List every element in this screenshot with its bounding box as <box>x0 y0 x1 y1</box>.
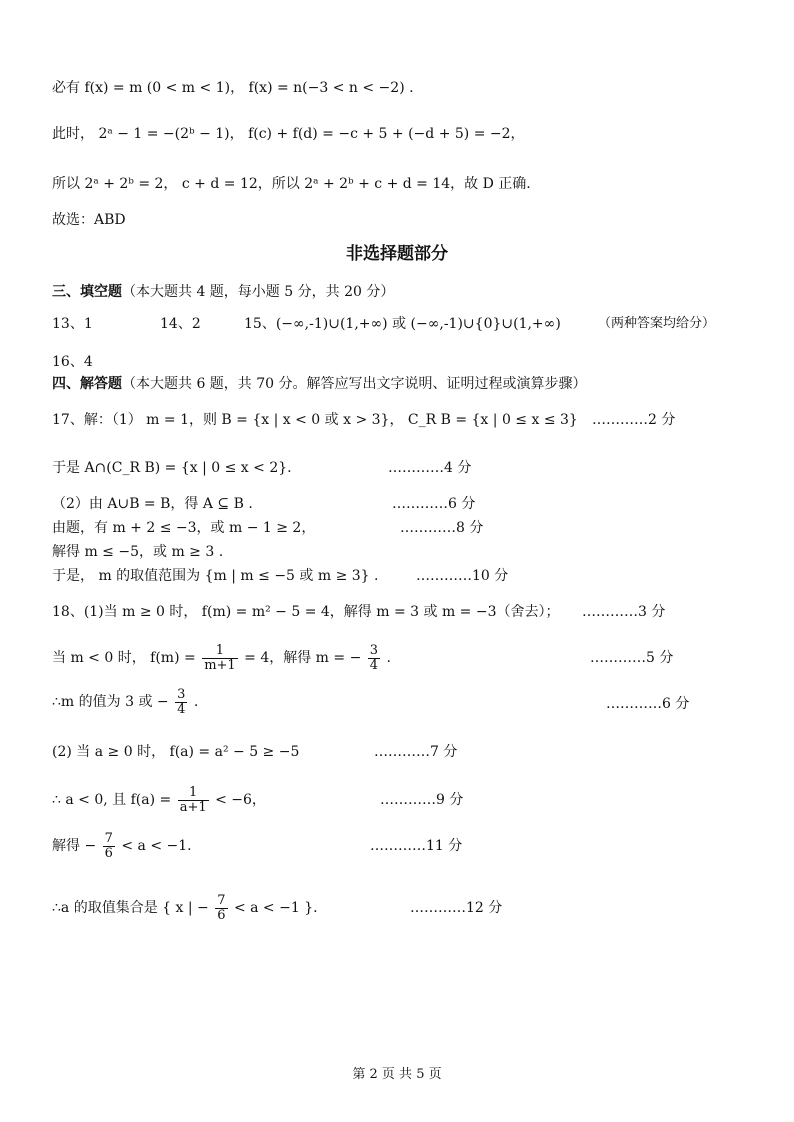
q18-line-2-text-b: = 4，解得 m = − <box>244 650 362 666</box>
q17-line-1: 17、解：（1） m = 1，则 B = {x | x < 0 或 x > 3}， C_R B = {x | 0 ≤ x ≤ 3} <box>52 412 578 428</box>
fraction-numerator: 3 <box>369 642 379 658</box>
text-line-2: 此时， 2ᵃ − 1 = −(2ᵇ − 1)， f(c) + f(d) = −c + 5 + (−d + 5) = −2， <box>52 126 525 142</box>
fraction-1-over-a-plus-1 <box>178 786 209 815</box>
q18-line-6-text-b: < a < −1. <box>121 838 192 854</box>
fraction-denominator: a+1 <box>179 799 207 815</box>
answer-13: 13、1 <box>52 316 93 332</box>
answer-15: 15、(−∞,-1)∪(1,+∞) 或 (−∞,-1)∪{0}∪(1,+∞) <box>244 316 561 332</box>
q17-line-2: 于是 A∩(C_R B) = {x | 0 ≤ x < 2}. <box>52 460 292 476</box>
fraction-7-over-6 <box>103 832 115 861</box>
q18-line-6 <box>52 830 192 862</box>
fraction-denominator: 4 <box>369 657 379 673</box>
q18-score-5: …………9 分 <box>380 792 464 808</box>
q17-line-6: 于是， m 的取值范围为 {m | m ≤ −5 或 m ≥ 3} . <box>52 568 379 584</box>
q18-score-3: …………6 分 <box>606 696 690 712</box>
fraction-numerator: 7 <box>217 892 226 908</box>
fraction-3-over-4 <box>175 688 187 717</box>
section-4-header <box>52 374 587 394</box>
fraction-numerator: 7 <box>104 830 113 846</box>
section-4-note: （本大题共 6 题，共 70 分。解答应写出文字说明、证明过程或演算步骤） <box>122 376 587 392</box>
q18-score-2: …………5 分 <box>590 650 674 666</box>
q18-line-7-text-a: ∴a 的取值集合是 { x | − <box>52 900 209 916</box>
section-3-header <box>52 282 394 302</box>
answer-16: 16、4 <box>52 354 93 370</box>
fraction-3-over-4 <box>368 644 380 673</box>
section-heading: 非选择题部分 <box>346 244 448 264</box>
q18-line-2-text-c: . <box>386 650 391 666</box>
q17-line-5: 解得 m ≤ −5，或 m ≥ 3 . <box>52 544 224 560</box>
section-3-title: 三、填空题 <box>52 284 122 300</box>
fraction-denominator: 6 <box>217 907 226 923</box>
q18-score-4: …………7 分 <box>374 744 458 760</box>
text-line-4: 故选：ABD <box>52 212 126 228</box>
q18-line-5-text-a: ∴ a < 0, 且 f(a) = <box>52 792 172 808</box>
text-line-3: 所以 2ᵃ + 2ᵇ = 2， c + d = 12，所以 2ᵃ + 2ᵇ + c + d = 14，故 D 正确. <box>52 176 531 192</box>
q18-line-6-text-a: 解得 − <box>52 838 97 854</box>
q18-score-6: …………11 分 <box>370 838 463 854</box>
q18-line-3-text-b: . <box>193 694 199 710</box>
text-line-1: 必有 f(x) = m (0 < m < 1)， f(x) = n(−3 < n < −2) . <box>52 80 414 96</box>
q18-line-5-text-b: < −6， <box>215 792 266 808</box>
fraction-numerator: 1 <box>202 644 238 659</box>
q18-line-3-text-a: ∴m 的值为 3 或 − <box>52 694 169 710</box>
answer-14: 14、2 <box>160 316 201 332</box>
section-3-note: （本大题共 4 题，每小题 5 分，共 20 分） <box>122 284 395 300</box>
q18-line-7 <box>52 892 318 924</box>
fraction-denominator: 4 <box>177 701 186 717</box>
q18-line-1: 18、(1)当 m ≥ 0 时， f(m) = m² − 5 = 4，解得 m = 3 或 m = −3（舍去）； <box>52 604 560 620</box>
q18-line-7-text-b: < a < −1 }. <box>233 900 318 916</box>
q17-score-3: …………6 分 <box>392 496 476 512</box>
fraction-denominator: 6 <box>104 845 113 861</box>
q18-line-3 <box>52 686 198 718</box>
answer-15-note: （两种答案均给分） <box>598 316 716 331</box>
q17-score-2: …………4 分 <box>388 460 472 476</box>
fraction-denominator: m+1 <box>204 657 236 673</box>
section-4-title: 四、解答题 <box>52 376 122 392</box>
q18-line-5 <box>52 784 266 816</box>
q18-score-1: …………3 分 <box>582 604 666 620</box>
q18-score-7: …………12 分 <box>410 900 503 916</box>
q17-line-4: 由题，有 m + 2 ≤ −3，或 m − 1 ≥ 2， <box>52 520 316 536</box>
q18-line-2 <box>52 642 391 674</box>
fraction-numerator: 3 <box>177 686 186 702</box>
page-footer: 第 2 页 共 5 页 <box>352 1067 442 1082</box>
q17-score-1: …………2 分 <box>592 412 676 428</box>
fraction-numerator: 1 <box>178 786 209 801</box>
fraction-1-over-m-plus-1 <box>202 644 238 673</box>
q17-score-6: …………10 分 <box>416 568 509 584</box>
q17-score-4: …………8 分 <box>400 520 484 536</box>
q18-line-2-text-a: 当 m < 0 时， f(m) = <box>52 650 196 666</box>
fraction-7-over-6 <box>215 894 227 923</box>
q18-line-4: (2) 当 a ≥ 0 时， f(a) = a² − 5 ≥ −5 <box>52 744 300 760</box>
q17-line-3: （2）由 A∪B = B，得 A ⊆ B . <box>52 496 253 512</box>
